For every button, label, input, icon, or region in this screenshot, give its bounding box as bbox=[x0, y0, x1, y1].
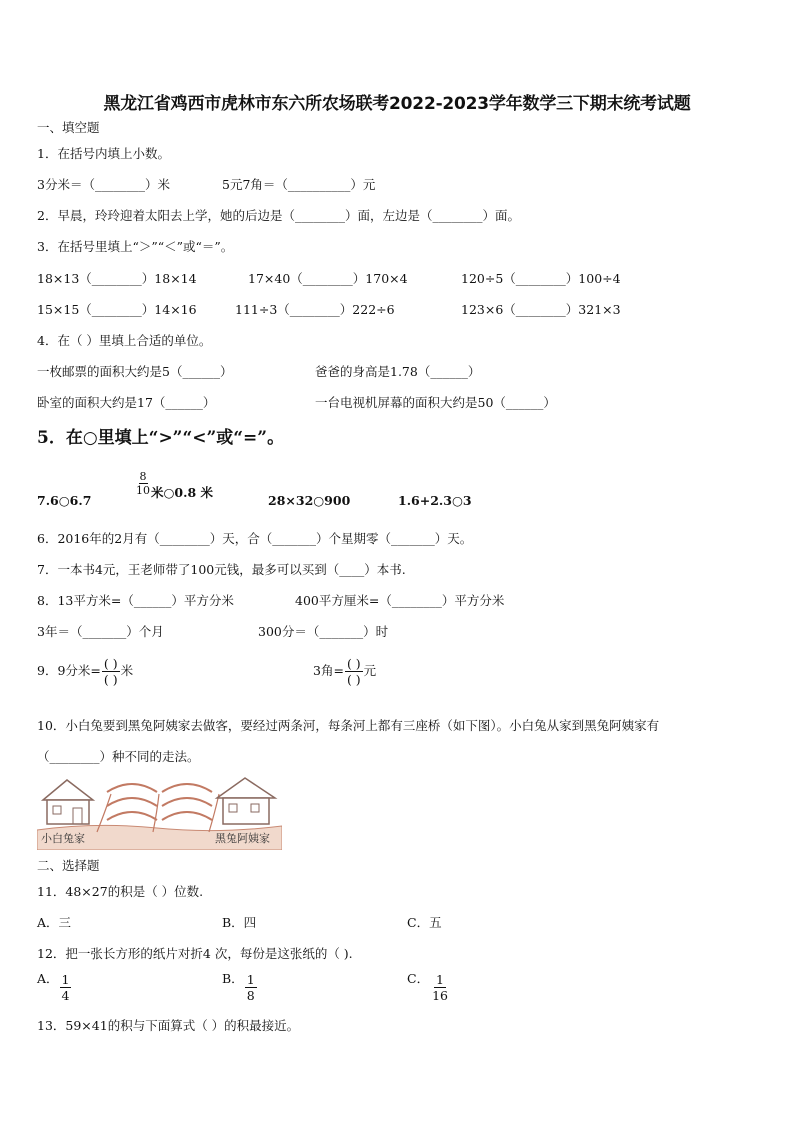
q8-c: 3年＝（_______）个月 bbox=[37, 624, 164, 639]
q12-c-fraction bbox=[430, 972, 450, 1003]
left-house-icon bbox=[43, 780, 93, 824]
q3-r1-c3: 120÷5（________）100÷4 bbox=[461, 271, 621, 286]
q12-option-c bbox=[407, 972, 451, 1003]
q7: 7．一本书4元，王老师带了100元钱，最多可以买到（____）本书. bbox=[37, 562, 406, 577]
q9-a-post: 米 bbox=[120, 663, 134, 678]
q8-b: 400平方厘米=（________）平方分米 bbox=[295, 593, 505, 608]
q5-stem: 5．在○里填上“>”“<”或“=”。 bbox=[37, 428, 285, 448]
q3-r2-c1: 15×15（________）14×16 bbox=[37, 302, 197, 317]
q9-b-fraction bbox=[345, 656, 363, 687]
q11-option-a: A．三 bbox=[37, 915, 72, 930]
q9-a-denominator: ( ) bbox=[103, 672, 118, 687]
q4-b: 爸爸的身高是1.78（______） bbox=[315, 364, 481, 379]
q3-r2-c2: 111÷3（________）222÷6 bbox=[235, 302, 395, 317]
q9-b bbox=[313, 656, 376, 687]
q4-d: 一台电视机屏幕的面积大约是50（______） bbox=[315, 395, 556, 410]
q9-b-numerator: ( ) bbox=[346, 656, 361, 671]
q12-b-denominator: 8 bbox=[246, 988, 255, 1003]
section-fill-in: 一、填空题 bbox=[37, 120, 100, 135]
q9-a-fraction bbox=[102, 656, 120, 687]
q3-r1-c1: 18×13（________）18×14 bbox=[37, 271, 197, 286]
q12-a-numerator: 1 bbox=[61, 972, 70, 987]
q3-stem: 3．在括号里填上“＞”“＜”或“＝”。 bbox=[37, 239, 234, 254]
q8-d: 300分＝（_______）时 bbox=[258, 624, 389, 639]
q9-a-pre: 9．9分米= bbox=[37, 663, 101, 678]
bridge-svg bbox=[37, 772, 282, 850]
q2: 2．早晨，玲玲迎着太阳去上学，她的后边是（________）面，左边是（________）面。 bbox=[37, 208, 520, 223]
page-title: 黑龙江省鸡西市虎林市东六所农场联考2022-2023学年数学三下期末统考试题 bbox=[103, 94, 691, 114]
q4-a: 一枚邮票的面积大约是5（______） bbox=[37, 364, 233, 379]
q10-line2: （________）种不同的走法。 bbox=[37, 749, 200, 764]
q10-line1: 10．小白兔要到黑兔阿姨家去做客，要经过两条河，每条河上都有三座桥（如下图）。小白兔从家到黑兔阿姨家有 bbox=[37, 718, 660, 733]
q3-r2-c3: 123×6（________）321×3 bbox=[461, 302, 621, 317]
q5-b-denominator: 10 bbox=[136, 484, 150, 497]
q12-c-denominator: 16 bbox=[432, 988, 448, 1003]
q12-b-numerator: 1 bbox=[246, 972, 255, 987]
q9-a bbox=[37, 656, 133, 687]
q12-a-label: A． bbox=[37, 971, 59, 986]
q12-stem: 12．把一张长方形的纸片对折4 次，每份是这张纸的（ ). bbox=[37, 946, 353, 961]
q5-b bbox=[135, 470, 214, 500]
q12-c-label: C． bbox=[407, 971, 430, 986]
q8-a: 8．13平方米=（______）平方分米 bbox=[37, 593, 234, 608]
q9-a-numerator: ( ) bbox=[103, 656, 118, 671]
q5-b-fraction bbox=[135, 470, 151, 497]
q12-b-fraction bbox=[245, 972, 257, 1003]
q5-b-numerator: 8 bbox=[139, 470, 147, 483]
q5-c: 28×32○900 bbox=[268, 493, 351, 508]
q1-a: 3分米＝（________）米 bbox=[37, 177, 170, 192]
q5-d: 1.6+2.3○3 bbox=[398, 493, 472, 508]
q4-c: 卧室的面积大约是17（______） bbox=[37, 395, 216, 410]
q12-option-b bbox=[222, 972, 258, 1003]
q3-r1-c2: 17×40（________）170×4 bbox=[248, 271, 408, 286]
right-house-label: 黑兔阿姨家 bbox=[215, 832, 270, 845]
q12-b-label: B． bbox=[222, 971, 244, 986]
bridges-icon bbox=[97, 784, 219, 832]
q9-b-post: 元 bbox=[363, 663, 377, 678]
section-choice: 二、选择题 bbox=[37, 858, 100, 873]
q11-option-b: B．四 bbox=[222, 915, 257, 930]
q11-option-c: C．五 bbox=[407, 915, 442, 930]
q13-stem: 13．59×41的积与下面算式（ ）的积最接近。 bbox=[37, 1018, 300, 1033]
q1-stem: 1．在括号内填上小数。 bbox=[37, 146, 170, 161]
bridge-illustration bbox=[37, 772, 282, 850]
q12-option-a bbox=[37, 972, 72, 1003]
q5-a: 7.6○6.7 bbox=[37, 493, 92, 508]
q5-b-rest: 米○0.8 米 bbox=[151, 485, 214, 500]
right-house-icon bbox=[217, 778, 275, 824]
q9-b-denominator: ( ) bbox=[346, 672, 361, 687]
q12-a-denominator: 4 bbox=[61, 988, 70, 1003]
q6: 6．2016年的2月有（________）天，合（_______）个星期零（_______）天。 bbox=[37, 531, 473, 546]
q11-stem: 11．48×27的积是（ ）位数. bbox=[37, 884, 204, 899]
left-house-label: 小白兔家 bbox=[41, 832, 85, 845]
q1-b: 5元7角＝（__________）元 bbox=[222, 177, 376, 192]
q9-b-pre: 3角= bbox=[313, 663, 344, 678]
q4-stem: 4．在（ ）里填上合适的单位。 bbox=[37, 333, 212, 348]
q12-c-numerator: 1 bbox=[436, 972, 444, 987]
q12-a-fraction bbox=[60, 972, 72, 1003]
